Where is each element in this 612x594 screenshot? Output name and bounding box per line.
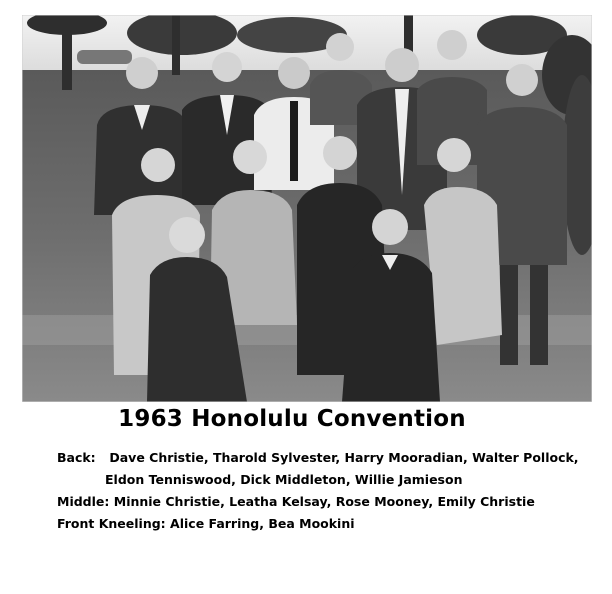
caption-back-line1 xyxy=(57,450,579,465)
middle-label: Middle: xyxy=(57,494,110,509)
caption-front xyxy=(57,516,355,531)
front-names: Alice Farring, Bea Mookini xyxy=(170,516,355,531)
front-label: Front Kneeling: xyxy=(57,516,166,531)
back-names-line2: Eldon Tenniswood, Dick Middleton, Willie Jamieson xyxy=(105,472,463,487)
group-photo xyxy=(22,15,592,402)
car xyxy=(77,50,132,64)
caption-middle xyxy=(57,494,535,509)
caption-back-line2 xyxy=(105,472,462,487)
back-names-line1: Dave Christie, Tharold Sylvester, Harry Mooradian, Walter Pollock, xyxy=(109,450,579,465)
photo-title: 1963 Honolulu Convention xyxy=(118,406,466,432)
back-label: Back: xyxy=(57,450,96,465)
middle-names: Minnie Christie, Leatha Kelsay, Rose Mooney, Emily Christie xyxy=(113,494,535,509)
